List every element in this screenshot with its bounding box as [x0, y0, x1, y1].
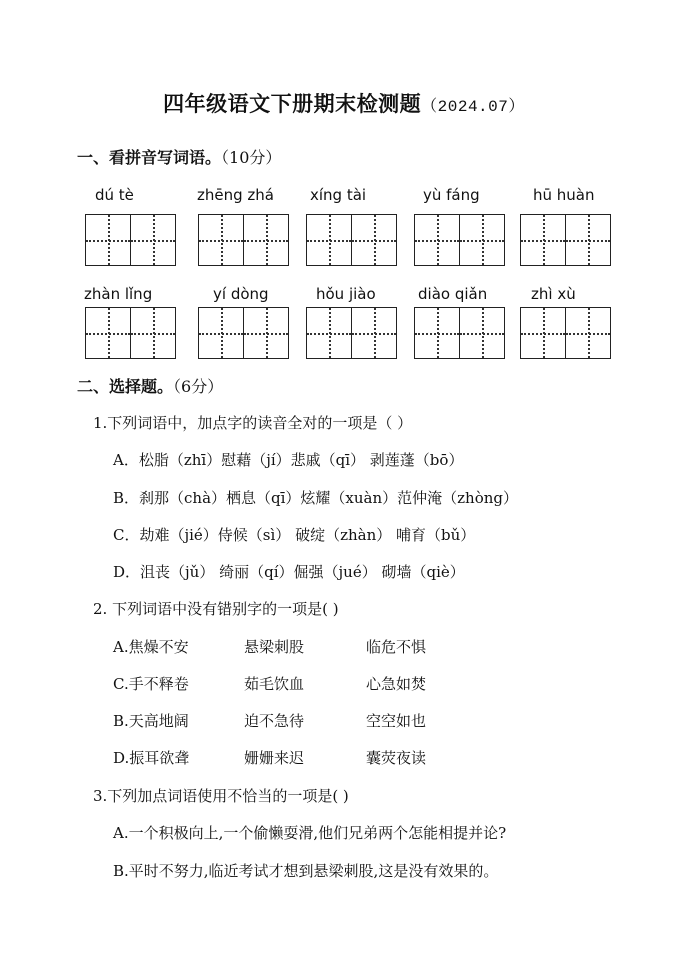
writing-cell[interactable] [460, 214, 505, 266]
title-text: 四年级语文下册期末检测题 [163, 91, 422, 116]
writing-cell[interactable] [198, 307, 244, 359]
writing-cell[interactable] [520, 214, 566, 266]
pinyin-label: zhēng zhá [197, 186, 274, 204]
title-date: （2024.07） [421, 98, 525, 116]
pinyin-label: hū huàn [533, 186, 595, 204]
section1-heading-text: 一、看拼音写词语。 [77, 148, 222, 167]
writing-box-group[interactable] [306, 307, 397, 359]
page-title [0, 88, 688, 118]
writing-grid-row-2 [0, 307, 688, 361]
option-word: 临危不惧 [366, 638, 427, 656]
pinyin-label: dú tè [95, 186, 134, 204]
writing-cell[interactable] [520, 307, 566, 359]
writing-cell[interactable] [566, 307, 611, 359]
option-word: A.焦燥不安 [113, 638, 189, 656]
writing-cell[interactable] [244, 214, 289, 266]
writing-cell[interactable] [414, 214, 460, 266]
writing-box-group[interactable] [414, 307, 505, 359]
writing-cell[interactable] [85, 214, 131, 266]
question-1-option-b[interactable]: B．刹那（chà）栖息（qī）炫耀（xuàn）范仲淹（zhòng） [113, 489, 519, 507]
writing-cell[interactable] [460, 307, 505, 359]
writing-box-group[interactable] [520, 307, 611, 359]
pinyin-label: zhì xù [531, 285, 576, 303]
writing-cell[interactable] [131, 214, 176, 266]
question-1-option-c[interactable]: C．劫难（jié）侍候（sì） 破绽（zhàn） 哺育（bǔ） [113, 526, 476, 544]
section1-heading [77, 145, 281, 168]
option-word: D.振耳欲聋 [113, 749, 190, 767]
writing-grid-row-1 [0, 214, 688, 268]
section1-points: （10分） [221, 148, 282, 167]
question-3-option-a[interactable]: A.一个积极向上,一个偷懒耍滑,他们兄弟两个怎能相提并论? [113, 824, 507, 842]
writing-cell[interactable] [352, 214, 397, 266]
writing-cell[interactable] [85, 307, 131, 359]
writing-box-group[interactable] [414, 214, 505, 266]
pinyin-label: diào qiǎn [418, 285, 488, 303]
question-3-stem: 3.下列加点词语使用不恰当的一项是( ) [93, 787, 349, 805]
question-1-option-d[interactable]: D．沮丧（jǔ） 绮丽（qí）倔强（jué） 砌墙（qiè） [113, 563, 465, 581]
option-word: 心急如焚 [366, 675, 427, 693]
writing-box-group[interactable] [85, 214, 176, 266]
writing-cell[interactable] [306, 214, 352, 266]
pinyin-row-2 [0, 285, 688, 305]
writing-box-group[interactable] [198, 214, 289, 266]
writing-cell[interactable] [414, 307, 460, 359]
option-word: 茹毛饮血 [244, 675, 305, 693]
writing-cell[interactable] [306, 307, 352, 359]
pinyin-label: zhàn lǐng [84, 285, 153, 303]
writing-box-group[interactable] [306, 214, 397, 266]
question-3-option-b[interactable]: B.平时不努力,临近考试才想到悬梁刺股,这是没有效果的。 [113, 862, 499, 880]
pinyin-label: yù fáng [423, 186, 480, 204]
pinyin-row-1 [0, 186, 688, 206]
section2-heading [77, 374, 223, 397]
option-word: C.手不释卷 [113, 675, 189, 693]
option-word: 囊荧夜读 [366, 749, 427, 767]
question-1-stem: 1.下列词语中，加点字的读音全对的一项是（ ） [93, 414, 413, 432]
option-word: 悬梁刺股 [244, 638, 305, 656]
writing-cell[interactable] [244, 307, 289, 359]
question-1-option-a[interactable]: A．松脂（zhī）慰藉（jí）悲戚（qī） 剥莲蓬（bō） [113, 451, 464, 469]
section2-heading-text: 二、选择题。 [77, 377, 174, 396]
writing-box-group[interactable] [520, 214, 611, 266]
pinyin-label: yí dòng [213, 285, 269, 303]
writing-cell[interactable] [352, 307, 397, 359]
option-word: 空空如也 [366, 712, 427, 730]
option-word: 迫不急待 [244, 712, 305, 730]
section2-points: （6分） [173, 377, 224, 396]
writing-cell[interactable] [566, 214, 611, 266]
writing-box-group[interactable] [85, 307, 176, 359]
option-word: 姗姗来迟 [244, 749, 305, 767]
writing-box-group[interactable] [198, 307, 289, 359]
pinyin-label: xíng tài [310, 186, 367, 204]
option-word: B.天高地阔 [113, 712, 189, 730]
question-2-stem: 2. 下列词语中没有错别字的一项是( ) [93, 600, 339, 618]
pinyin-label: hǒu jiào [316, 285, 376, 303]
writing-cell[interactable] [198, 214, 244, 266]
writing-cell[interactable] [131, 307, 176, 359]
